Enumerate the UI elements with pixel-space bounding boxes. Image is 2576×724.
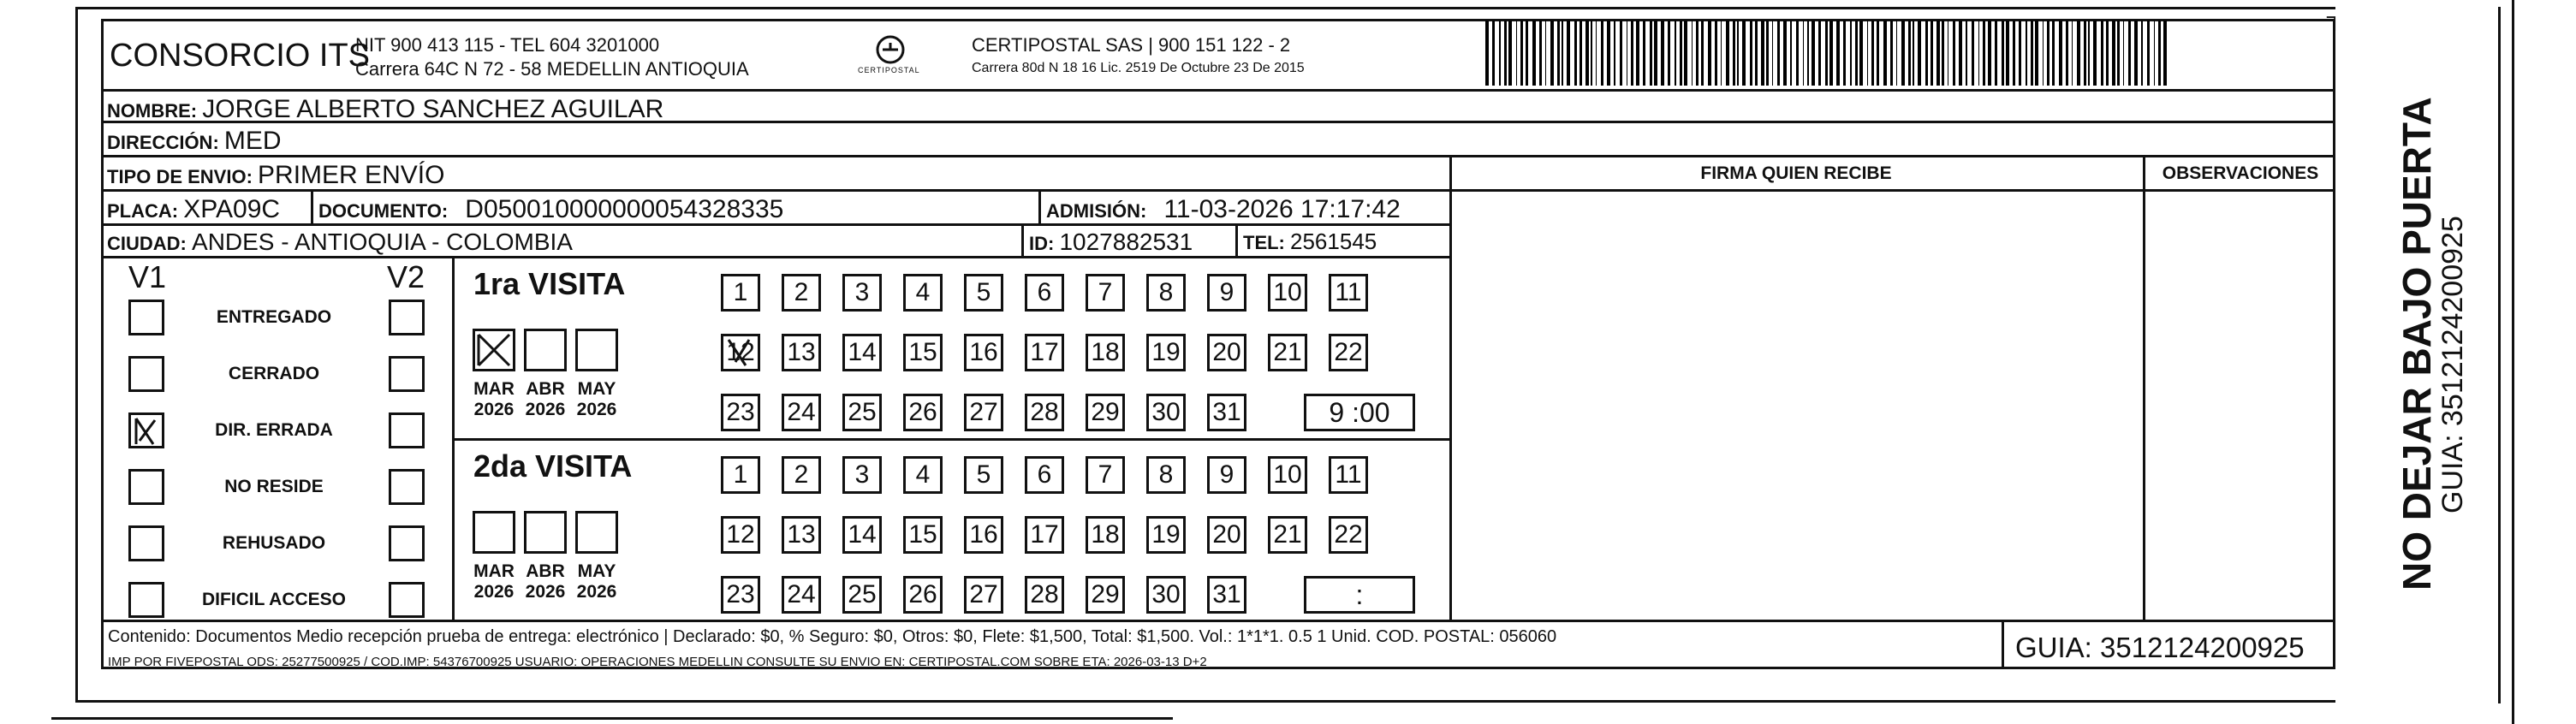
v1-header: V1 (128, 259, 167, 294)
day-box[interactable]: 24 (782, 394, 821, 431)
barcode-bar (1520, 21, 1523, 86)
barcode-bar (1636, 21, 1639, 86)
footer-guia: GUIA: 3512124200925 (2015, 632, 2305, 663)
barcode-bar (1983, 21, 1985, 86)
barcode-bar (1750, 21, 1752, 86)
tel-value: 2561545 (1290, 228, 1377, 254)
direccion-label: DIRECCIÓN: (107, 132, 219, 153)
time-field[interactable]: 9 :00 (1304, 394, 1415, 431)
logo-caption: CERTIPOSTAL (858, 66, 920, 74)
barcode-bar (2123, 21, 2124, 86)
day-box[interactable]: 24 (782, 576, 821, 614)
barcode-bar (1545, 21, 1546, 86)
footer-top-line (101, 620, 2335, 622)
barcode-bar (1591, 21, 1593, 86)
barcode-bar (1883, 21, 1887, 86)
day-box[interactable]: 28 (1025, 394, 1064, 431)
barcode-bar (1643, 21, 1645, 86)
id-divider (1021, 223, 1024, 258)
day-box[interactable]: 1 (721, 274, 760, 312)
day-box[interactable]: 8 (1146, 456, 1186, 494)
documento-label: DOCUMENTO: (318, 200, 449, 222)
barcode-bar (1726, 21, 1729, 86)
observaciones-header: OBSERVACIONES (2162, 163, 2319, 183)
v2-checkbox[interactable] (389, 469, 425, 505)
barcode-bar (1825, 21, 1828, 86)
id-label: ID: (1029, 233, 1055, 254)
day-box[interactable]: 14 (842, 516, 882, 554)
row-line-3 (101, 189, 2335, 192)
barcode-bar (2077, 21, 2080, 86)
barcode-bar (1557, 21, 1560, 86)
day-box[interactable]: 5 (964, 274, 1003, 312)
day-box[interactable]: 6 (1025, 274, 1064, 312)
month-checkbox[interactable] (524, 511, 567, 554)
day-box[interactable]: 22 (1329, 334, 1368, 371)
barcode-bar (1650, 21, 1652, 86)
barcode-bar (2158, 21, 2161, 86)
barcode-bar (1812, 21, 1815, 86)
day-box[interactable]: 1 (721, 456, 760, 494)
row-line-2 (101, 155, 2335, 157)
visit-title: 1ra VISITA (473, 266, 626, 301)
day-box[interactable]: 13 (782, 516, 821, 554)
barcode-bar (2101, 21, 2103, 86)
nit-line: NIT 900 413 115 - TEL 604 3201000 (355, 34, 660, 56)
v1-checkbox[interactable] (128, 412, 164, 448)
side-guia: GUIA: 3512124200925 (2436, 216, 2469, 513)
observaciones-left-border (2143, 155, 2145, 620)
day-box[interactable]: 21 (1268, 334, 1307, 371)
day-box[interactable]: 4 (903, 274, 943, 312)
status-label: REHUSADO (222, 533, 326, 553)
barcode-bar (1737, 21, 1739, 86)
v2-checkbox[interactable] (389, 412, 425, 448)
status-label: CERRADO (228, 364, 320, 383)
barcode-bar (1492, 21, 1495, 86)
barcode-bar (1620, 21, 1622, 86)
barcode-bar (1843, 21, 1846, 86)
barcode-bar (1766, 21, 1769, 86)
barcode-bar (1942, 21, 1944, 86)
visit-divider (452, 438, 1449, 441)
barcode-bar (1516, 21, 1517, 86)
day-box[interactable]: 23 (721, 576, 760, 614)
v1-checkbox[interactable] (128, 525, 164, 561)
barcode-bar (1966, 21, 1967, 86)
day-box[interactable]: 25 (842, 576, 882, 614)
barcode-bar (1733, 21, 1735, 86)
barcode-bar (2093, 21, 2097, 86)
day-box[interactable]: 12 (721, 516, 760, 554)
barcode-bar (1995, 21, 1997, 86)
barcode-bar (1896, 21, 1897, 86)
day-box[interactable]: 18 (1086, 334, 1125, 371)
barcode-bar (1684, 21, 1687, 86)
v2-checkbox[interactable] (389, 356, 425, 392)
row-line-4 (101, 223, 1449, 226)
barcode-bar (2031, 21, 2033, 86)
barcode-bar (1715, 21, 1717, 86)
barcode (1485, 21, 2170, 86)
day-box[interactable]: 5 (964, 456, 1003, 494)
barcode-bar (1532, 21, 1536, 86)
barcode-bar (1972, 21, 1974, 86)
header-divider (101, 89, 2335, 92)
year-label: 2026 (525, 400, 566, 419)
v1-checkbox[interactable] (128, 356, 164, 392)
barcode-bar (2117, 21, 2120, 86)
admision-value: 11-03-2026 17:17:42 (1163, 195, 1401, 223)
direccion-row (107, 128, 282, 154)
scan-edge-right (2512, 0, 2514, 724)
ciudad-value: ANDES - ANTIOQUIA - COLOMBIA (192, 228, 573, 255)
barcode-bar (1777, 21, 1780, 86)
day-box[interactable]: 16 (964, 334, 1003, 371)
tipo-label: TIPO DE ENVIO: (107, 166, 253, 187)
barcode-bar (1901, 21, 1905, 86)
barcode-bar (1701, 21, 1704, 86)
barcode-bar (2134, 21, 2138, 86)
day-box[interactable]: 9 (1207, 456, 1246, 494)
barcode-bar (1918, 21, 1921, 86)
outer-border-bottom (75, 700, 2335, 703)
month-checkbox[interactable] (524, 329, 567, 371)
day-box[interactable]: 16 (964, 516, 1003, 554)
outer-border-left (75, 7, 78, 702)
direccion-value: MED (223, 127, 282, 155)
day-box[interactable]: 30 (1146, 394, 1186, 431)
barcode-bar (1508, 21, 1512, 86)
day-box[interactable]: 6 (1025, 456, 1064, 494)
barcode-bar (2163, 21, 2167, 86)
day-box[interactable]: 27 (964, 576, 1003, 614)
barcode-bar (1783, 21, 1787, 86)
certipostal-logo (856, 34, 925, 79)
barcode-bar (2154, 21, 2155, 86)
barcode-bar (1668, 21, 1670, 86)
id-value: 1027882531 (1059, 228, 1193, 255)
day-box[interactable]: 19 (1146, 516, 1186, 554)
status-label: DIFICIL ACCESO (201, 590, 346, 609)
barcode-bar (1485, 21, 1489, 86)
status-label: NO RESIDE (224, 477, 324, 496)
day-box[interactable]: 31 (1207, 576, 1246, 614)
barcode-bar (1988, 21, 1991, 86)
barcode-bar (1585, 21, 1589, 86)
day-box[interactable]: 12 (721, 334, 760, 371)
barcode-bar (2002, 21, 2004, 86)
barcode-bar (1601, 21, 1603, 86)
month-label: MAY (577, 561, 616, 581)
year-label: 2026 (473, 400, 515, 419)
barcode-bar (1803, 21, 1804, 86)
barcode-bar (1818, 21, 1821, 86)
barcode-bar (1850, 21, 1852, 86)
month-label: ABR (526, 379, 565, 399)
placa-row (107, 197, 280, 223)
day-box[interactable]: 10 (1268, 456, 1307, 494)
day-box[interactable]: 25 (842, 394, 882, 431)
barcode-bar (1855, 21, 1858, 86)
barcode-bar (1562, 21, 1563, 86)
barcode-bar (1614, 21, 1615, 86)
day-box[interactable]: 26 (903, 576, 943, 614)
month-label: MAR (473, 379, 515, 399)
barcode-bar (1499, 21, 1501, 86)
day-box[interactable]: 28 (1025, 576, 1064, 614)
barcode-bar (1925, 21, 1928, 86)
barcode-bar (2052, 21, 2055, 86)
placa-label: PLACA: (107, 200, 179, 222)
day-box[interactable]: 17 (1025, 334, 1064, 371)
outer-border-top (75, 7, 2335, 9)
firma-header: FIRMA QUIEN RECIBE (1700, 163, 1892, 183)
barcode-bar (1596, 21, 1597, 86)
day-box[interactable]: 20 (1207, 334, 1246, 371)
documento-value: D050010000000054328335 (465, 195, 784, 223)
month-label: ABR (526, 561, 565, 581)
barcode-bar (1790, 21, 1792, 86)
barcode-bar (2066, 21, 2068, 86)
barcode-bar (2112, 21, 2115, 86)
barcode-bar (2088, 21, 2090, 86)
year-label: 2026 (576, 582, 617, 602)
barcode-bar (1696, 21, 1698, 86)
barcode-bar (2059, 21, 2062, 86)
barcode-bar (1772, 21, 1773, 86)
day-box[interactable]: 21 (1268, 516, 1307, 554)
day-box[interactable]: 9 (1207, 274, 1246, 312)
year-label: 2026 (525, 582, 566, 602)
barcode-bar (1550, 21, 1554, 86)
barcode-bar (2013, 21, 2016, 86)
barcode-bar (1721, 21, 1722, 86)
v2-header: V2 (387, 259, 425, 294)
day-box[interactable]: 7 (1086, 456, 1125, 494)
time-field[interactable]: : (1304, 576, 1415, 614)
month-checkbox[interactable] (575, 329, 618, 371)
barcode-bar (1654, 21, 1657, 86)
v2-checkbox[interactable] (389, 525, 425, 561)
barcode-bar (2043, 21, 2044, 86)
certipostal-line1: CERTIPOSTAL SAS | 900 151 122 - 2 (972, 34, 1291, 56)
day-box[interactable]: 2 (782, 274, 821, 312)
day-box[interactable]: 22 (1329, 516, 1368, 554)
month-checkbox[interactable] (575, 511, 618, 554)
month-label: MAR (473, 561, 515, 581)
day-box[interactable]: 20 (1207, 516, 1246, 554)
day-box[interactable]: 11 (1329, 274, 1368, 312)
barcode-bar (2141, 21, 2143, 86)
day-box[interactable]: 29 (1086, 394, 1125, 431)
visit-title: 2da VISITA (473, 448, 633, 484)
barcode-bar (1692, 21, 1693, 86)
barcode-bar (1807, 21, 1810, 86)
admision-row (1046, 197, 1401, 223)
certipostal-line2: Carrera 80d N 18 16 Lic. 2519 De Octubre 23 De 2015 (972, 61, 1305, 75)
day-box[interactable]: 14 (842, 334, 882, 371)
barcode-bar (1607, 21, 1610, 86)
day-box[interactable]: 17 (1025, 516, 1064, 554)
tipo-row (107, 163, 444, 188)
barcode-bar (1959, 21, 1962, 86)
barcode-bar (1836, 21, 1840, 86)
day-box[interactable]: 15 (903, 334, 943, 371)
right-border (2498, 7, 2501, 703)
barcode-bar (2026, 21, 2027, 86)
v1-checkbox[interactable] (128, 469, 164, 505)
day-box[interactable]: 27 (964, 394, 1003, 431)
day-box[interactable]: 7 (1086, 274, 1125, 312)
barcode-bar (2084, 21, 2086, 86)
nombre-label-text: NOMBRE: (107, 100, 198, 122)
tipo-value: PRIMER ENVÍO (258, 161, 445, 189)
scan-mark: ┐ (2327, 3, 2343, 29)
id-row (1029, 230, 1193, 254)
barcode-bar (1978, 21, 1979, 86)
day-box[interactable]: 10 (1268, 274, 1307, 312)
barcode-bar (1675, 21, 1676, 86)
address-line: Carrera 64C N 72 - 58 MEDELLIN ANTIOQUIA (355, 58, 749, 80)
barcode-bar (1580, 21, 1582, 86)
tel-label: TEL: (1243, 232, 1285, 253)
barcode-bar (1931, 21, 1933, 86)
tel-divider (1235, 223, 1238, 258)
day-box[interactable]: 3 (842, 274, 882, 312)
barcode-bar (1936, 21, 1940, 86)
day-box[interactable]: 11 (1329, 456, 1368, 494)
barcode-bar (2047, 21, 2049, 86)
month-label: MAY (577, 379, 616, 399)
barcode-bar (1953, 21, 1955, 86)
row-line-5 (101, 256, 1449, 258)
barcode-bar (2106, 21, 2109, 86)
footer-imp-line: IMP POR FIVEPOSTAL ODS: 25277500925 / COD.IMP: 54376700925 USUARIO: OPERACIONES MEDELLIN CONSULTE SU ENVIO EN: CERTIPOSTAL.COM SOBRE ETA: 2026-03-13 D+2 (108, 655, 1207, 669)
barcode-bar (1708, 21, 1711, 86)
barcode-bar (1913, 21, 1914, 86)
status-label: ENTREGADO (216, 307, 332, 327)
day-box[interactable]: 13 (782, 334, 821, 371)
status-label: DIR. ERRADA (215, 420, 333, 440)
placa-divider (311, 189, 313, 225)
v2-checkbox[interactable] (389, 582, 425, 618)
company-name: CONSORCIO ITS (110, 38, 371, 74)
barcode-bar (2128, 21, 2131, 86)
firma-left-border (1449, 155, 1452, 620)
barcode-bar (1867, 21, 1868, 86)
barcode-bar (1680, 21, 1682, 86)
day-box[interactable]: 30 (1146, 576, 1186, 614)
year-label: 2026 (576, 400, 617, 419)
month-checkbox[interactable] (473, 329, 515, 371)
day-box[interactable]: 4 (903, 456, 943, 494)
scan-edge-line (51, 717, 1173, 720)
nombre-value: JORGE ALBERTO SANCHEZ AGUILAR (202, 95, 664, 123)
day-box[interactable]: 18 (1086, 516, 1125, 554)
barcode-bar (1526, 21, 1528, 86)
barcode-bar (2147, 21, 2150, 86)
barcode-bar (1761, 21, 1764, 86)
barcode-bar (1504, 21, 1507, 86)
barcode-bar (1908, 21, 1911, 86)
barcode-bar (1829, 21, 1833, 86)
documento-row (318, 197, 783, 223)
day-box[interactable]: 8 (1146, 274, 1186, 312)
barcode-bar (2006, 21, 2009, 86)
day-box[interactable]: 2 (782, 456, 821, 494)
day-box[interactable]: 31 (1207, 394, 1246, 431)
barcode-bar (1859, 21, 1863, 86)
barcode-bar (1567, 21, 1570, 86)
barcode-bar (1796, 21, 1799, 86)
admision-divider (1038, 189, 1041, 225)
day-box[interactable]: 15 (903, 516, 943, 554)
footer-content-line: Contenido: Documentos Medio recepción prueba de entrega: electrónico | Declarado: $0, % Seguro: $0, Otros: $0, Flete: $1,500, Total: $1,500. Vol.: 1*1*1. 0.5 1 Unid. COD. POSTAL: 056060 (108, 627, 1557, 646)
admision-label: ADMISIÓN: (1046, 200, 1147, 222)
day-box[interactable]: 23 (721, 394, 760, 431)
v1-checkbox[interactable] (128, 582, 164, 618)
tel-row (1243, 230, 1377, 252)
day-box[interactable]: 3 (842, 456, 882, 494)
barcode-bar (2019, 21, 2021, 86)
barcode-bar (1574, 21, 1577, 86)
ciudad-row (107, 230, 573, 254)
barcode-bar (1890, 21, 1893, 86)
barcode-bar (1755, 21, 1758, 86)
ciudad-label: CIUDAD: (107, 233, 187, 254)
month-checkbox[interactable] (473, 511, 515, 554)
barcode-bar (1871, 21, 1874, 86)
barcode-bar (2035, 21, 2038, 86)
no-dejar-bajo-puerta: NO DEJAR BAJO PUERTA (2395, 97, 2439, 590)
day-box[interactable]: 26 (903, 394, 943, 431)
day-box[interactable]: 19 (1146, 334, 1186, 371)
barcode-bar (1877, 21, 1879, 86)
v2-checkbox[interactable] (389, 300, 425, 335)
barcode-bar (1631, 21, 1633, 86)
barcode-bar (1539, 21, 1542, 86)
placa-value: XPA09C (183, 195, 281, 223)
barcode-bar (1661, 21, 1664, 86)
barcode-bar (1742, 21, 1746, 86)
v1-checkbox[interactable] (128, 300, 164, 335)
barcode-bar (2072, 21, 2073, 86)
year-label: 2026 (473, 582, 515, 602)
nombre-label (107, 97, 663, 122)
day-box[interactable]: 29 (1086, 576, 1125, 614)
